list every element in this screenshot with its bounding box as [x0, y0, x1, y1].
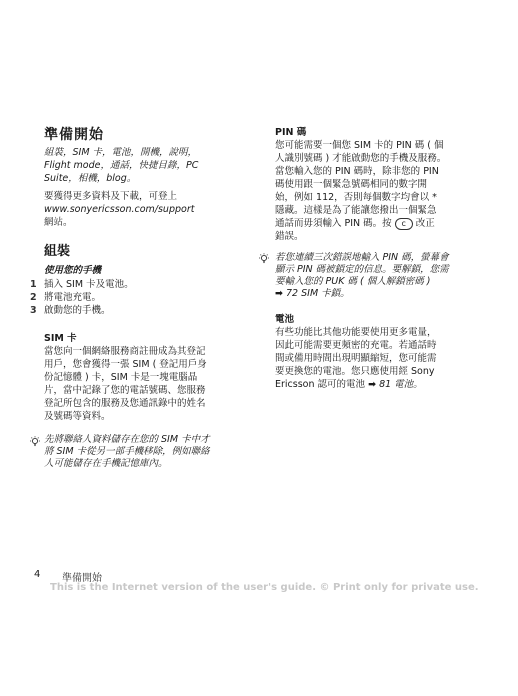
pin-body-last-prefix: 通話而毋須輸入 PIN 碼。按 — [275, 218, 392, 229]
sim-body-line: 片，當中記錄了您的電話號碼、您服務 — [44, 385, 206, 396]
step-text: 將電池充電。 — [44, 292, 102, 303]
assembly-heading: 組裝 — [44, 244, 71, 259]
sim-body-line: 及號碼等資料。 — [44, 411, 111, 422]
keywords — [44, 146, 249, 185]
pin-body-line: 人識別號碼 ) 才能啟動您的手機及服務。 — [275, 153, 447, 164]
tip-line: 人可能儲存在手機記憶庫內。 — [44, 458, 168, 469]
pin-body-line: 當您輸入您的 PIN 碼時，除非您的 PIN — [275, 166, 439, 177]
pin-body-line: 錯誤。 — [275, 231, 304, 242]
support-url[interactable]: www.sonyericsson.com/support — [44, 204, 195, 215]
step-text: 啟動您的手機。 — [44, 305, 111, 316]
pin-heading: PIN 碼 — [275, 127, 307, 138]
step-item — [30, 304, 134, 317]
step-number: 3 — [30, 305, 37, 316]
tip-line: 要輸入您的 PUK 碼 ( 個人解鎖密碼 ) — [275, 276, 431, 287]
tip-icon — [29, 436, 41, 448]
keywords-line: Flight mode，通話，快捷目錄，PC — [44, 160, 199, 171]
pin-body-line — [275, 217, 497, 230]
tip-line: 將 SIM 卡從另一部手機移除，例如聯絡 — [44, 446, 210, 457]
battery-body — [275, 326, 497, 391]
battery-body-line: 有些功能比其他功能要使用更多電量， — [275, 327, 437, 338]
pin-body-line: 碼使用跟一個緊急號碼相同的數字開 — [275, 179, 428, 190]
pin-body — [275, 139, 497, 243]
footer-watermark-note: This is the Internet version of the user's guide. © Print only for private use. — [50, 582, 479, 593]
sim-heading: SIM 卡 — [44, 333, 77, 344]
keywords-line: Suite，相機，blog。 — [44, 173, 137, 184]
battery-last-prefix: Ericsson 認可的電池 — [275, 379, 366, 390]
battery-body-line: 間或備用時間出現明顯縮短，您可能需 — [275, 353, 437, 364]
sim-body — [44, 345, 249, 423]
battery-heading: 電池 — [275, 314, 295, 325]
sim-body-line: 用戶，您會獲得一張 SIM ( 登記用戶身 — [44, 359, 207, 370]
more-info — [44, 190, 249, 229]
pin-body-line: 隱藏。這樣是為了能讓您撥出一個緊急 — [275, 205, 437, 216]
clear-key-icon: c — [395, 218, 413, 230]
tip-ref[interactable]: 72 SIM 卡鎖。 — [286, 288, 350, 299]
arrow-right-icon: ➡ — [275, 288, 283, 299]
page-title: 準備開始 — [44, 127, 104, 143]
sim-body-line: 當您向一個網絡服務商註冊成為其登記 — [44, 346, 206, 357]
battery-ref[interactable]: 81 電池。 — [379, 379, 423, 390]
pin-body-last-suffix: 改正 — [415, 218, 435, 229]
sim-body-line: 登記所包含的服務及您通訊錄中的姓名 — [44, 398, 206, 409]
tip-line: 顯示 PIN 碼被鎖定的信息。要解鎖，您需 — [275, 264, 449, 275]
footer-section-title: 準備開始 — [62, 573, 102, 584]
battery-body-line: 要更換您的電池。您只應使用經 Sony — [275, 366, 435, 377]
tip-icon — [258, 253, 270, 265]
tip-line: 若您連續三次錯誤地輸入 PIN 碼，螢幕會 — [275, 252, 449, 263]
tip-ref-line — [275, 288, 497, 300]
step-text: 插入 SIM 卡及電池。 — [44, 279, 134, 290]
step-item — [30, 291, 134, 304]
step-number: 2 — [30, 292, 37, 303]
site-suffix: 網站。 — [44, 217, 73, 228]
arrow-right-icon: ➡ — [368, 379, 377, 390]
tip-line: 先將聯絡人資料儲存在您的 SIM 卡中才 — [44, 434, 210, 445]
page-number: 4 — [34, 569, 41, 580]
step-item — [30, 278, 134, 291]
left-tip — [44, 434, 249, 470]
more-info-line: 要獲得更多資料及下載，可登上 — [44, 191, 178, 202]
right-tip — [275, 252, 497, 300]
sim-body-line: 份記憶體 ) 卡，SIM 卡是一塊電腦晶 — [44, 372, 198, 383]
battery-body-line: 因此可能需要更頻密的充電。若通話時 — [275, 340, 437, 351]
battery-body-line — [275, 378, 497, 391]
pin-body-line: 始，例如 112，否則每個數字均會以 * — [275, 192, 437, 203]
step-list — [30, 278, 134, 317]
step-number: 1 — [30, 279, 37, 290]
pin-body-line: 您可能需要一個您 SIM 卡的 PIN 碼 ( 個 — [275, 140, 444, 151]
assembly-subheading: 使用您的手機 — [44, 265, 102, 276]
keywords-line: 組裝，SIM 卡，電池，開機，說明， — [44, 147, 198, 158]
